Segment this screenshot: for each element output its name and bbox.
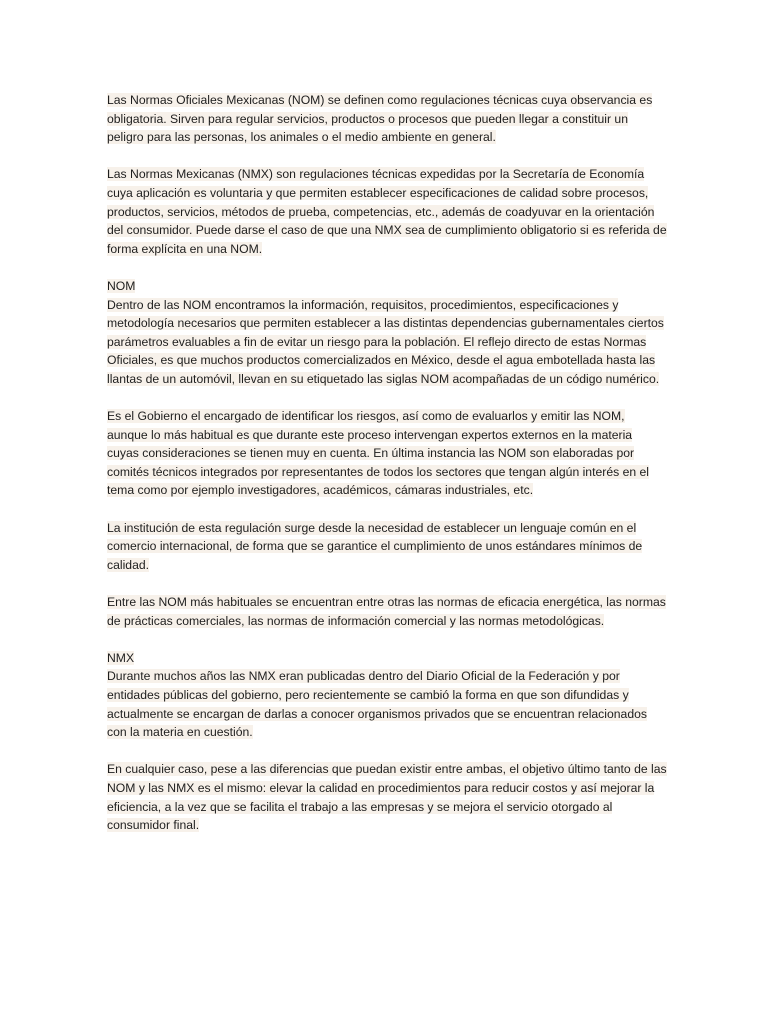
nom-paragraph: Dentro de las NOM encontramos la información, requisitos, procedimientos, especificaciones y metodología necesarios que permiten establecer a las distintas dependencias gubernamentales ciertos parámetros evaluables a fin de evitar un riesgo para la población. El reflejo directo de estas Normas Oficiales, es que muchos productos comercializados en México, desde el agua embotellada hasta las llantas de un automóvil, llevan en su etiquetado las siglas NOM acompañadas de un código numérico. xyxy=(107,297,664,386)
document-body xyxy=(107,91,667,853)
nom-paragraph: La institución de esta regulación surge desde la necesidad de establecer un lenguaje común en el comercio internacional, de forma que se garantice el cumplimiento de unos estándares mínimos de calidad. xyxy=(107,520,643,572)
nom-paragraph: Entre las NOM más habituales se encuentran entre otras las normas de eficacia energética, las normas de prácticas comerciales, las normas de información comercial y las normas metodológicas. xyxy=(107,595,666,628)
nom-heading: NOM xyxy=(107,278,136,293)
intro-paragraph-nmx: Las Normas Mexicanas (NMX) son regulaciones técnicas expedidas por la Secretaría de Economía cuya aplicación es voluntaria y que permiten establecer especificaciones de calidad sobre procesos, productos, servicios, métodos de prueba, competencias, etc., además de coadyuvar en la orientación del consumidor. Puede darse el caso de que una NMX sea de cumplimiento obligatorio si es referida de forma explícita en una NOM. xyxy=(107,167,667,256)
nom-section xyxy=(107,277,667,630)
nmx-paragraph: En cualquier caso, pese a las diferencias que puedan existir entre ambas, el objetivo último tanto de las NOM y las NMX es el mismo: elevar la calidad en procedimientos para reducir costos y así mejorar la eficiencia, a la vez que se facilita el trabajo a las empresas y se mejora el servicio otorgado al consumidor final. xyxy=(107,762,667,833)
nmx-section xyxy=(107,649,667,835)
nom-paragraph: Es el Gobierno el encargado de identificar los riesgos, así como de evaluarlos y emitir las NOM, aunque lo más habitual es que durante este proceso intervengan expertos externos en la materia cuyas consideraciones se tienen muy en cuenta. En última instancia las NOM son elaboradas por comités técnicos integrados por representantes de todos los sectores que tengan algún interés en el tema como por ejemplo investigadores, académicos, cámaras industriales, etc. xyxy=(107,409,649,498)
intro-paragraph-nom: Las Normas Oficiales Mexicanas (NOM) se definen como regulaciones técnicas cuya observancia es obligatoria. Sirven para regular servicios, productos o procesos que pueden llegar a constituir un peligro para las personas, los animales o el medio ambiente en general. xyxy=(107,93,653,145)
nmx-heading: NMX xyxy=(107,650,135,665)
nmx-paragraph: Durante muchos años las NMX eran publicadas dentro del Diario Oficial de la Federación y por entidades públicas del gobierno, pero recientemente se cambió la forma en que son difundidas y actualmente se encargan de darlas a conocer organismos privados que se encuentran relacionados con la materia en cuestión. xyxy=(107,669,647,740)
